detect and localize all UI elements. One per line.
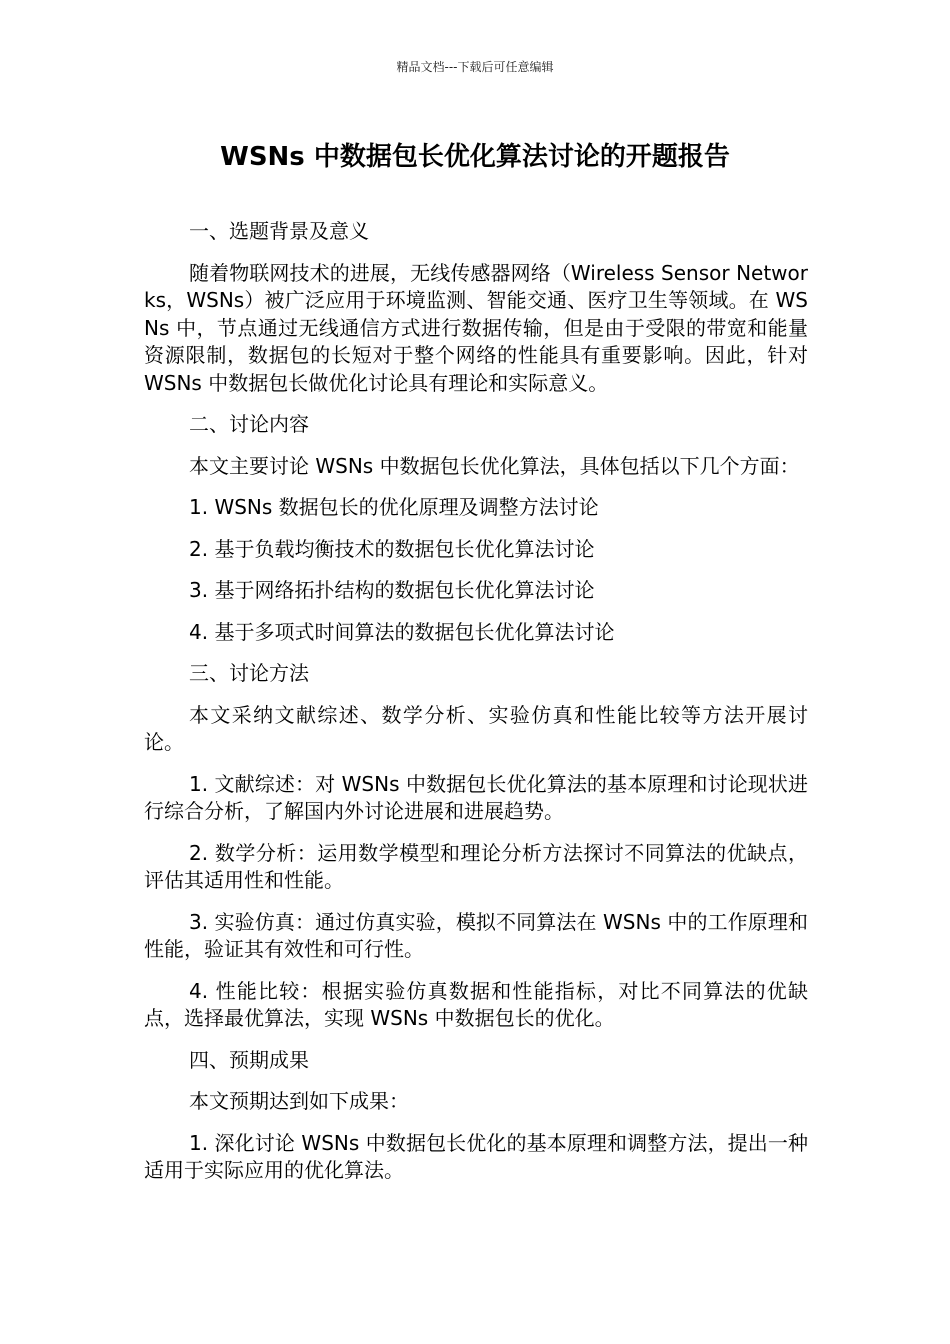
list-item-content-1: 1. WSNs 数据包长的优化原理及调整方法讨论 (189, 495, 599, 519)
section-heading-outcomes: 四、预期成果 (189, 1047, 309, 1072)
list-item-method-1: 1. 文献综述：对 WSNs 中数据包长优化算法的基本原理和讨论现状进行综合分析，了解国内外讨论进展和进展趋势。 (144, 771, 808, 823)
list-item-content-3: 3. 基于网络拓扑结构的数据包长优化算法讨论 (189, 578, 595, 602)
paragraph-background: 随着物联网技术的进展，无线传感器网络（Wireless Sensor Networks，WSNs）被广泛应用于环境监测、智能交通、医疗卫生等领域。在 WSNs 中，节点通过无线通信方式进行数据传输，但是由于受限的带宽和能量资源限制，数据包的长短对于整个网络的性能具有重要影响。因此，针对 WSNs 中数据包长做优化讨论具有理论和实际意义。 (144, 260, 808, 395)
list-item-method-4: 4. 性能比较：根据实验仿真数据和性能指标，对比不同算法的优缺点，选择最优算法，实现 WSNs 中数据包长的优化。 (144, 978, 808, 1030)
paragraph-methods-intro: 本文采纳文献综述、数学分析、实验仿真和性能比较等方法开展讨论。 (144, 702, 808, 754)
header-note: 精品文档---下载后可任意编辑 (396, 60, 554, 74)
list-item-content-4: 4. 基于多项式时间算法的数据包长优化算法讨论 (189, 619, 615, 644)
paragraph-outcomes-intro: 本文预期达到如下成果： (189, 1089, 409, 1113)
paragraph-content-intro: 本文主要讨论 WSNs 中数据包长优化算法，具体包括以下几个方面： (189, 453, 800, 478)
list-item-outcome-1: 1. 深化讨论 WSNs 中数据包长优化的基本原理和调整方法，提出一种适用于实际应用的优化算法。 (144, 1130, 808, 1182)
section-heading-content: 二、讨论内容 (189, 412, 309, 436)
list-item-method-3: 3. 实验仿真：通过仿真实验，模拟不同算法在 WSNs 中的工作原理和性能，验证其有效性和可行性。 (144, 909, 808, 961)
list-item-method-2: 2. 数学分析：运用数学模型和理论分析方法探讨不同算法的优缺点，评估其适用性和性能。 (144, 840, 808, 892)
section-heading-background: 一、选题背景及意义 (189, 219, 369, 243)
document-body (144, 218, 808, 1199)
document-title: WSNs 中数据包长优化算法讨论的开题报告 (220, 142, 730, 172)
list-item-content-2: 2. 基于负载均衡技术的数据包长优化算法讨论 (189, 536, 595, 561)
section-heading-methods: 三、讨论方法 (189, 661, 309, 685)
